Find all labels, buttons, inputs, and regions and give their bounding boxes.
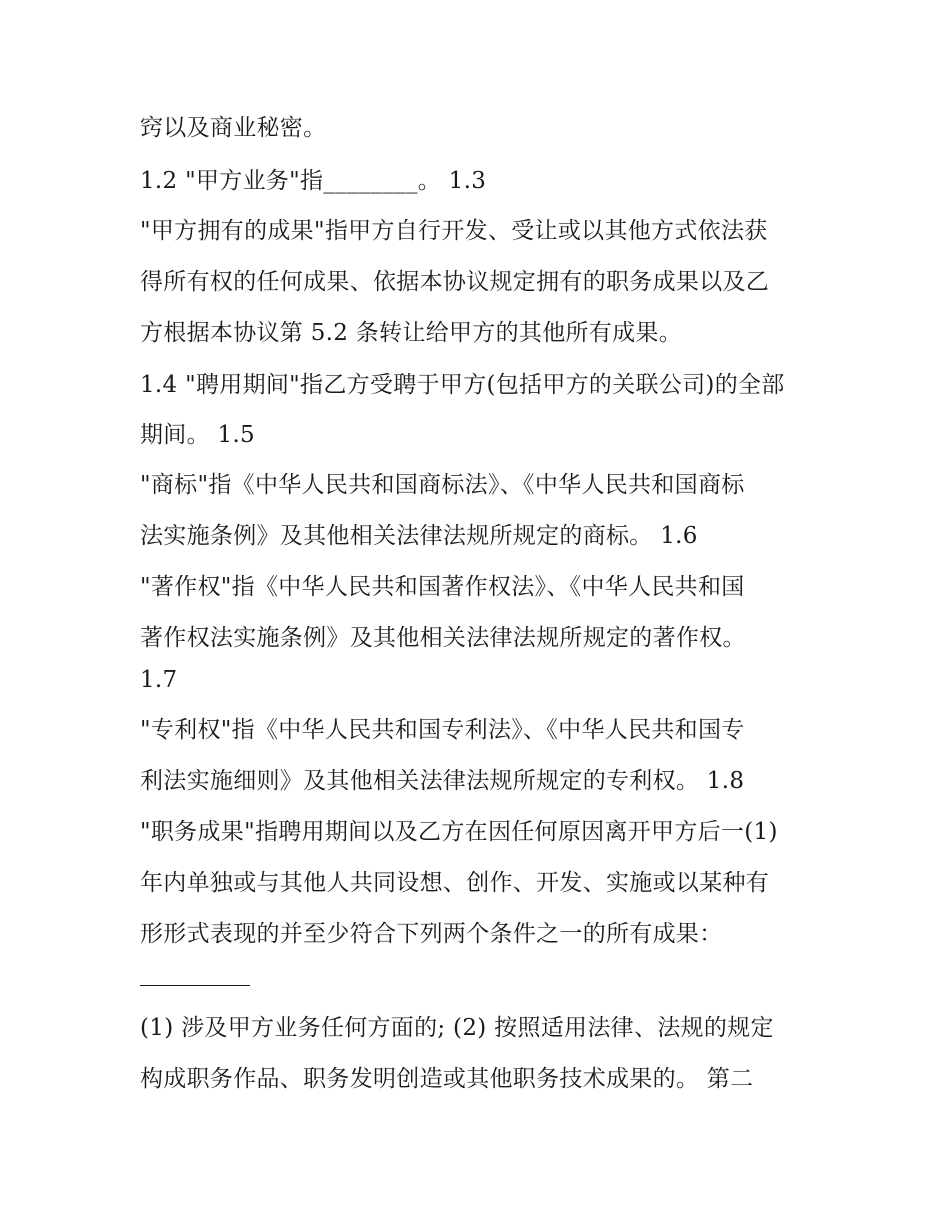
text-line: 方根据本协议第 5.2 条转让给甲方的其他所有成果。 — [140, 320, 682, 346]
text-line: "甲方拥有的成果"指甲方自行开发、受让或以其他方式依法获 — [140, 218, 768, 244]
blank-underline — [140, 985, 250, 986]
text-line: 期间。 1.5 — [140, 422, 255, 448]
text-line: 年内单独或与其他人共同设想、创作、开发、实施或以某种有 — [140, 870, 770, 896]
text-line: 法实施条例》及其他相关法律法规所规定的商标。 1.6 — [140, 523, 698, 549]
text-line: "专利权"指《中华人民共和国专利法》、《中华人民共和国专 — [140, 717, 745, 743]
text-line: 利法实施细则》及其他相关法律法规所规定的专利权。 1.8 — [140, 768, 745, 794]
text-line: 窍以及商业秘密。 — [140, 115, 327, 141]
text-line: 1.7 — [140, 667, 178, 693]
text-line: 著作权法实施条例》及其他相关法律法规所规定的著作权。 — [140, 625, 746, 651]
text-line: 1.4 "聘用期间"指乙方受聘于甲方(包括甲方的关联公司)的全部 — [140, 372, 785, 398]
text-line: "职务成果"指聘用期间以及乙方在因任何原因离开甲方后一(1) — [140, 819, 778, 845]
text-line: 形形式表现的并至少符合下列两个条件之一的所有成果： — [140, 921, 723, 947]
text-line: 构成职务作品、职务发明创造或其他职务技术成果的。 第二 — [140, 1066, 754, 1092]
text-line: 得所有权的任何成果、依据本协议规定拥有的职务成果以及乙 — [140, 269, 770, 295]
text-line: 1.2 "甲方业务"指________。 1.3 — [140, 168, 487, 194]
text-line: "著作权"指《中华人民共和国著作权法》、《中华人民共和国 — [140, 574, 745, 600]
text-line: "商标"指《中华人民共和国商标法》、《中华人民共和国商标 — [140, 472, 745, 498]
text-line: (1) 涉及甲方业务任何方面的; (2) 按照适用法律、法规的规定 — [140, 1015, 774, 1041]
